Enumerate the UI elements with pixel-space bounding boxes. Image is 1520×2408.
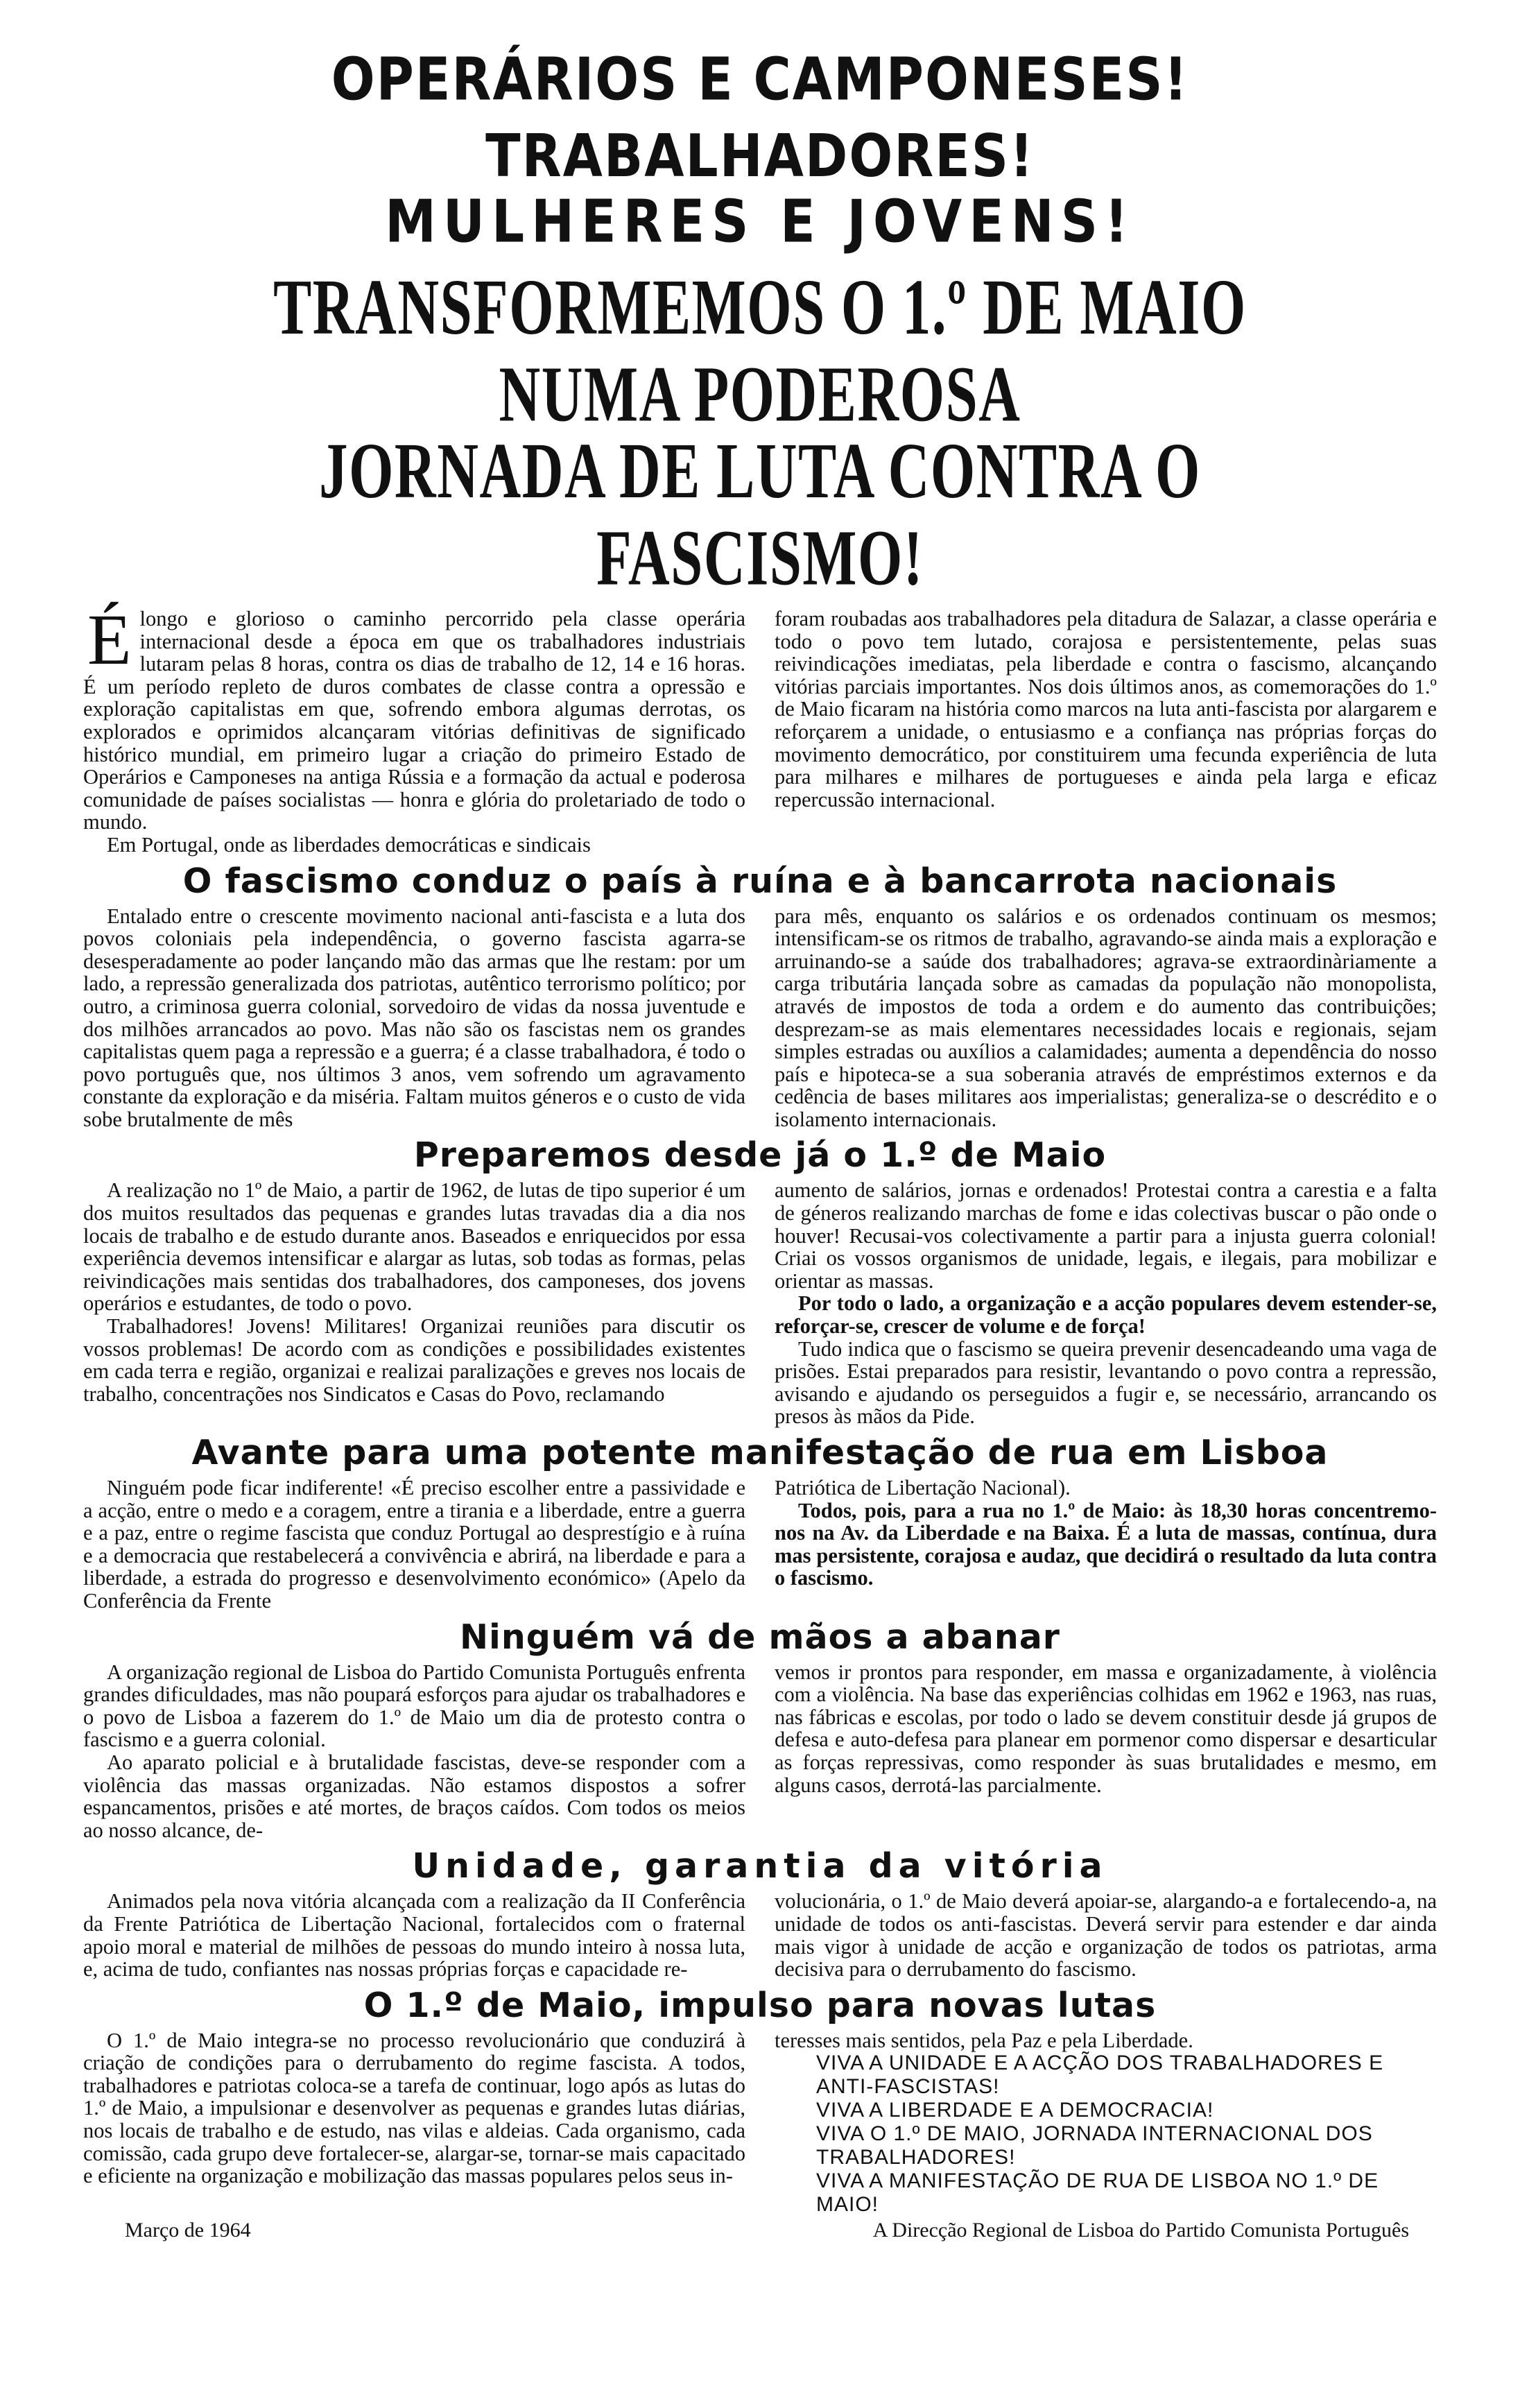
intro-paragraph-text: longo e glorioso o caminho percorrido pela classe operária internacional desde a época em que os trabalhadores industriais lutaram pelas 8 horas, contra os dias de trabalho de 12, 14 e 16 horas. É um período repleto de duros combates de classe contra a opressão e exploração capitalistas em que, sofrendo embora algumas derrotas, os explorados e oprimidos alcançaram vitórias definitivas de significado histórico mundial, em primeiro lugar a criação do primeiro Estado de Operários e Camponeses na antiga Rússia e a formação da actual e poderosa comunidade de países socialistas — honra e glória do proletariado de todo o mundo.	[83, 607, 745, 834]
section-title: O fascismo conduz o país à ruína e à bancarrota nacionais	[182, 861, 1338, 901]
section-paragraph: volucionária, o 1.º de Maio deverá apoiar-se, alargando-a e fortalecendo-a, na unidade de todos os anti-fascistas. Deverá servir para estender e dar ainda mais vigor à unidade de acção e organização de todos os patriotas, arma decisiva para o derrubamento do fascismo.	[775, 1889, 1437, 1981]
section-right-column	[775, 1179, 1437, 1428]
section-left-column	[83, 1890, 745, 1980]
section-paragraph: teresses mais sentidos, pela Paz e pela Liberdade.	[775, 2028, 1193, 2052]
intro-section	[83, 600, 1437, 857]
section-paragraph: Trabalhadores! Jovens! Militares! Organizai reuniões para discutir os vossos problemas! De acordo com as condições e possibilidades existentes em cada terra e região, organizai e realizai paralizações e greves nos locais de trabalho, concentrações nos Sindicatos e Casas do Povo, reclamando	[83, 1314, 745, 1406]
headline-fight-fascism: JORNADA DE LUTA CONTRA O FASCISMO!	[319, 427, 1201, 602]
section-right-column	[775, 1661, 1437, 1842]
section-paragraph: Patriótica de Libertação Nacional).	[775, 1476, 1071, 1499]
section-street-demonstration	[83, 1431, 1437, 1613]
slogan: VIVA O 1.º DE MAIO, JORNADA INTERNACIONAL DOS TRABALHADORES!	[816, 2122, 1373, 2169]
intro-paragraph: Em Portugal, onde as liberdades democráticas e sindicais	[107, 832, 591, 857]
slogan: VIVA A LIBERDADE E A DEMOCRACIA!	[816, 2099, 1214, 2122]
section-paragraph: vemos ir prontos para responder, em massa e organizadamente, à violência com a violência. Na base das experiências colhidas em 1962 e 1963, nas ruas, nas fábricas e escolas, por todo o lado se devem constituir desde já grupos de defesa e auto-defesa para planear em pormenor como dispersar e desarticular as forças repressivas, como responder às suas brutalidades e mesmo, em alguns casos, derrotá-las parcialmente.	[775, 1660, 1437, 1797]
section-paragraph: O 1.º de Maio integra-se no processo revolucionário que conduzirá à criação de condições para o derrubamento do regime fascista. A todos, trabalhadores e patriotas coloca-se a tarefa de continuar, logo após as lutas do 1.º de Maio, a impulsionar e desenvolver as pequenas e grandes lutas diárias, nos locais de trabalho e de estudo, nas vilas e aldeias. Cada organismo, cada comissão, cada grupo deve fortalecer-se, alargar-se, tornar-se mais capacitado e eficiente na organização e mobilização das massas populares pelos seus in-	[83, 2028, 745, 2188]
section-paragraph: Ao aparato policial e à brutalidade fascistas, deve-se responder com a violência das massas organizadas. Não estamos dispostos a sofrer espancamentos, prisões e até mortes, de braços caídos. Com todos os meios ao nosso alcance, de-	[83, 1750, 745, 1842]
section-right-column	[775, 1477, 1437, 1613]
slogan: VIVA A UNIDADE E A ACÇÃO DOS TRABALHADORES E ANTI-FASCISTAS!	[816, 2052, 1384, 2099]
footer	[83, 2218, 1437, 2243]
section-paragraph: Entalado entre o crescente movimento nacional anti-fascista e a luta dos povos coloniais pela independência, o governo fascista agarra-se desesperadamente ao poder lançando mão das armas que lhe restam: por um lado, a repressão generalizada dos patriotas, autêntico terrorismo político; por outro, a criminosa guerra colonial, sorvedoiro de vidas da nossa juventude e dos milhões arrancados ao povo. Mas não são os fascistas nem os grandes capitalistas quem paga a repressão e a guerra; é a classe trabalhadora, é todo o povo português que, nos últimos 3 anos, vem sofrendo um agravamento constante da exploração e da miséria. Faltam muitos géneros e o custo de vida sobe brutalmente de mês	[83, 904, 745, 1131]
section-paragraph: Por todo o lado, a organização e a acção populares devem estender-se, reforçar-se, crescer de volume e de força!	[775, 1291, 1437, 1339]
signature: A Direcção Regional de Lisboa do Partido Comunista Português	[872, 2219, 1409, 2242]
section-title: O 1.º de Maio, impulso para novas lutas	[363, 1985, 1157, 2025]
section-left-column	[83, 905, 745, 1131]
section-prepare-may-day	[83, 1133, 1437, 1428]
drop-cap: É	[87, 600, 132, 680]
section-paragraph: A organização regional de Lisboa do Partido Comunista Português enfrenta grandes dificuldades, mas não poupará esforços para ajudar os trabalhadores e o povo de Lisboa a fazerem do 1.º de Maio um dia de protesto contra o fascismo e a guerra colonial.	[83, 1660, 745, 1752]
section-left-column	[83, 1661, 745, 1842]
intro-right-column	[775, 608, 1437, 857]
section-title: Ninguém vá de mãos a abanar	[460, 1617, 1060, 1657]
section-right-column	[775, 1890, 1437, 1980]
section-right-column	[775, 905, 1437, 1131]
intro-paragraph	[83, 600, 745, 834]
section-paragraph: Animados pela nova vitória alcançada com a realização da II Conferência da Frente Patriótica de Libertação Nacional, fortalecidos com o fraternal apoio moral e material de milhões de pessoas do mundo inteiro à nossa luta, e, acima de tudo, confiantes nas nossas próprias forças e capacidade re-	[83, 1889, 745, 1981]
section-unity	[83, 1844, 1437, 1980]
section-paragraph: Ninguém pode ficar indiferente! «É preciso escolher entre a passividade e a acção, entre o medo e a coragem, entre a tirania e a liberdade, entre a guerra e a paz, entre o regime fascista que conduz Portugal ao desprestígio e à ruína e a democracia que restabelecerá a convivência e abrirá, na liberdade e para a liberdade, a estrada do progresso e desenvolvimento económico» (Apelo da Conferência da Frente	[83, 1476, 745, 1613]
section-paragraph: A realização no 1º de Maio, a partir de 1962, de lutas de tipo superior é um dos muitos resultados das pequenas e grandes lutas travadas dia a dia nos locais de trabalho e de estudo durante anos. Baseados e enriquecidos por essa experiência devemos intensificar e alargar as lutas, sob todas as formas, pelas reivindicações mais sentidas dos trabalhadores, dos camponeses, dos jovens operários e estudantes, de todo o povo.	[83, 1178, 745, 1316]
section-paragraph: Tudo indica que o fascismo se queira prevenir desencadeando uma vaga de prisões. Estai preparados para resistir, levantando o povo contra a repressão, avisando e ajudando os perseguidos a fugir e, se necessário, arrancando os presos às mãos da Pide.	[775, 1336, 1437, 1429]
section-title: Preparemos desde já o 1.º de Maio	[413, 1135, 1107, 1176]
section-no-empty-hands	[83, 1615, 1437, 1842]
section-title: Avante para uma potente manifestação de rua em Lisboa	[191, 1433, 1329, 1472]
section-paragraph: aumento de salários, jornas e ordenados! Protestai contra a carestia e a falta de géneros realizando marchas de fome e idas colectivas buscar o pão onde o houver! Recusai-vos colectivamente a partir para a injusta guerra colonial! Criai os vossos organismos de unidade, legais, e ilegais, para mobilizar e orientar as massas.	[775, 1178, 1437, 1293]
slogan: VIVA A MANIFESTAÇÃO DE RUA DE LISBOA NO 1.º DE MAIO!	[816, 2169, 1379, 2217]
headline-workers-peasants: OPERÁRIOS E CAMPONESES! TRABALHADORES!	[331, 45, 1189, 191]
section-right-column	[775, 2029, 1437, 2217]
section-left-column	[83, 1477, 745, 1613]
headline-women-youth: MULHERES E JOVENS!	[385, 187, 1135, 257]
section-left-column	[83, 1179, 745, 1428]
intro-left-column	[83, 600, 745, 857]
section-left-column	[83, 2029, 745, 2217]
section-fascism-ruin	[83, 859, 1437, 1131]
section-paragraph: Todos, pois, para a rua no 1.º de Maio: às 18,30 horas concentremo-nos na Av. da Liberdade e na Baixa. É a luta de massas, contínua, dura mas persistente, corajosa e audaz, que decidirá o resultado da luta contra o fascismo.	[775, 1498, 1437, 1590]
section-paragraph: para mês, enquanto os salários e os ordenados continuam os mesmos; intensificam-se os ritmos de trabalho, agravando-se ainda mais a exploração e arruinando-se a saúde dos trabalhadores; agrava-se extraordinàriamente a carga tributária lançada sobre as camadas da população não monopolista, através de impostos de toda a ordem e do aumento das contribuições; desprezam-se as mais elementares necessidades locais e regionais, sejam simples estradas ou auxílios a calamidades; aumenta a dependência do nosso país e hipoteca-se a sua soberania através de empréstimos externos e da cedência de bases militares aos imperialistas; generaliza-se o descrédito e o isolamento internacionais.	[775, 904, 1437, 1131]
intro-paragraph: foram roubadas aos trabalhadores pela ditadura de Salazar, a classe operária e todo o povo tem lutado, corajosa e persistentemente, pelas suas reivindicações imediatas, pela liberdade e contra o fascismo, alcançando vitórias parciais importantes. Nos dois últimos anos, as comemorações do 1.º de Maio ficaram na história como marcos na luta anti-fascista por alargarem e reforçarem a unidade, o entusiasmo e a confiança nas próprias forças do movimento democrático, por constituirem uma fecunda experiência de luta para milhares e milhares de portugueses e ainda pela larga e eficaz repercussão internacional.	[775, 607, 1437, 811]
date: Março de 1964	[125, 2219, 251, 2242]
section-title: Unidade, garantia da vitória	[412, 1846, 1108, 1886]
headline-transform-may-day: TRANSFORMEMOS O 1.º DE MAIO NUMA PODEROSA	[273, 263, 1247, 438]
section-new-struggles	[83, 1984, 1437, 2217]
